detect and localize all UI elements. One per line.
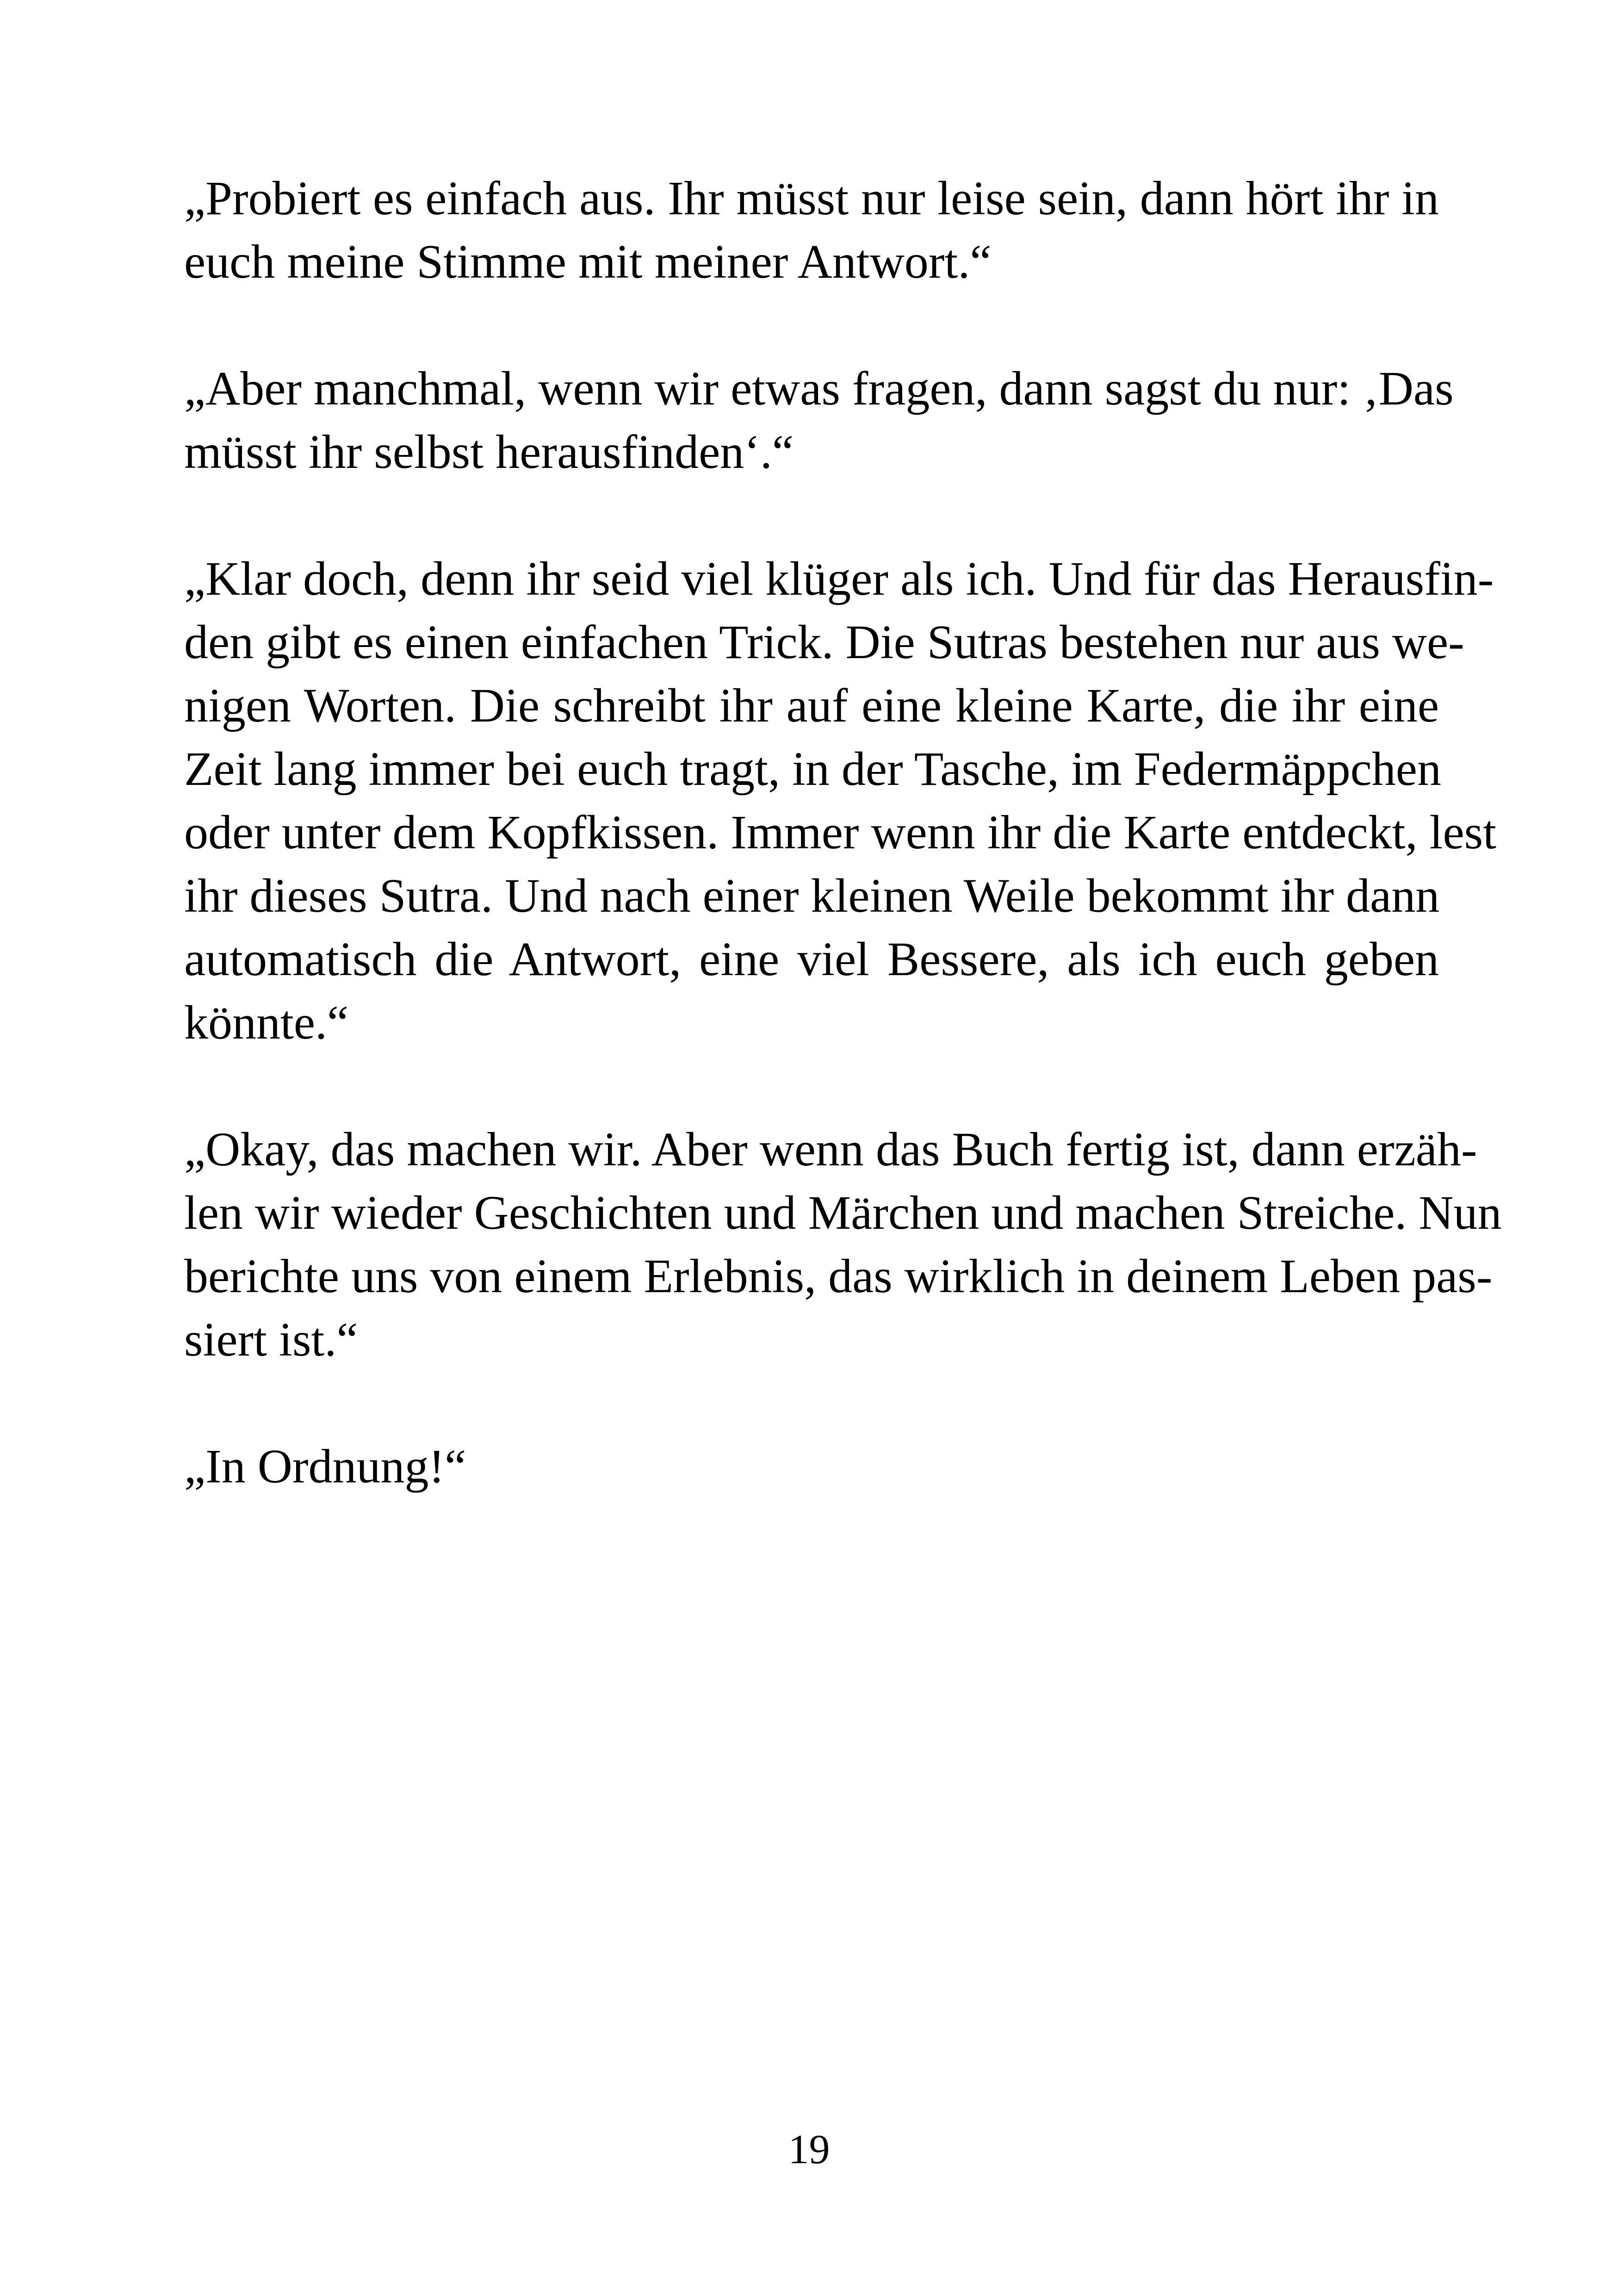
page-number: 19 (788, 2127, 830, 2172)
paragraph-2 (184, 357, 1454, 484)
text-line: ihr dieses Sutra. Und nach einer kleinen Weile bekommt ihr dann (184, 869, 1440, 922)
text-line: „In Ordnung!“ (184, 1440, 466, 1493)
text-line: siert ist.“ (184, 1313, 358, 1366)
paragraph-5 (184, 1435, 1439, 1498)
text-line: müsst ihr selbst herausfinden‘.“ (184, 425, 794, 479)
paragraph-1 (184, 167, 1439, 293)
text-line: „Probiert es einfach aus. Ihr müsst nur leise sein, dann hört ihr in (184, 172, 1439, 225)
text-line: den gibt es einen einfachen Trick. Die Sutras bestehen nur aus we- (184, 616, 1464, 669)
text-line: len wir wieder Geschichten und Märchen und machen Streiche. Nun (184, 1186, 1502, 1239)
body-text (184, 167, 1502, 1562)
text-line: nigen Worten. Die schreibt ihr auf eine kleine Karte, die ihr eine (184, 679, 1439, 732)
text-line: euch meine Stimme mit meiner Antwort.“ (184, 235, 992, 288)
paragraph-3 (184, 547, 1496, 1054)
text-line: berichte uns von einem Erlebnis, das wirklich in deinem Leben pas- (184, 1250, 1493, 1303)
text-line: „Klar doch, denn ihr seid viel klüger als ich. Und für das Herausfin- (184, 552, 1494, 605)
text-line: „Aber manchmal, wenn wir etwas fragen, dann sagst du nur: ‚Das (184, 362, 1454, 415)
text-line: oder unter dem Kopfkissen. Immer wenn ihr die Karte entdeckt, lest (184, 806, 1496, 859)
text-line: „Okay, das machen wir. Aber wenn das Buch fertig ist, dann erzäh- (184, 1123, 1477, 1176)
paragraph-4 (184, 1118, 1502, 1371)
text-line: Zeit lang immer bei euch tragt, in der Tasche, im Federmäppchen (184, 742, 1441, 796)
text-line: könnte.“ (184, 996, 349, 1049)
text-line: automatisch die Antwort, eine viel Bessere, als ich euch geben (184, 933, 1439, 986)
